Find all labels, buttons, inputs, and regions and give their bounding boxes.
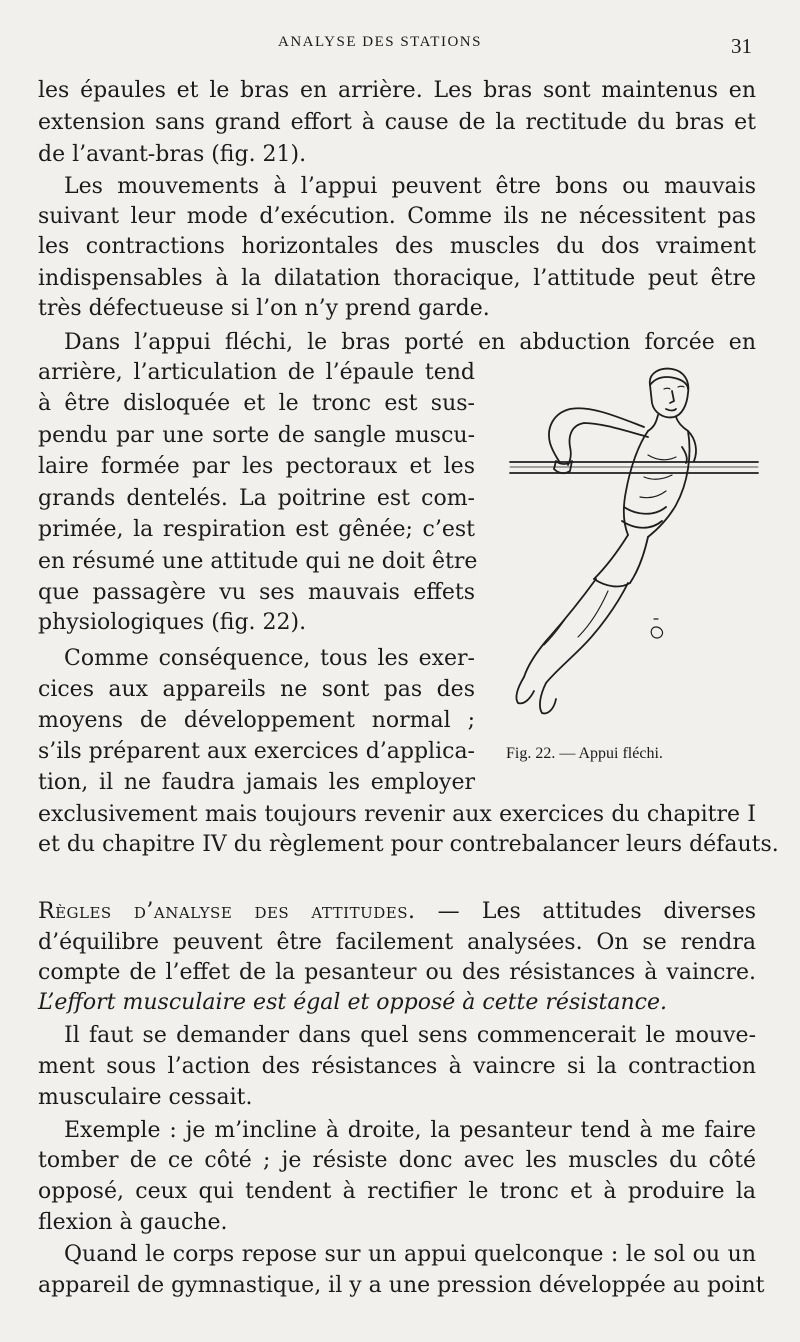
- text-line: tomber de ce côté ; je résiste donc avec les muscles du côté: [38, 1148, 756, 1173]
- text-line: de l’avant-bras (fig. 21).: [38, 142, 307, 167]
- text-line: compte de l’effet de la pesanteur ou des résistances à vaincre.: [38, 960, 756, 985]
- text-line: très défectueuse si l’on n’y prend garde.: [38, 296, 490, 321]
- text-line: physiologiques (fig. 22).: [38, 610, 307, 635]
- gymnast-torso: [624, 431, 648, 535]
- text-line: primée, la respiration est gênée; c’est: [38, 517, 475, 542]
- figure-caption: Fig. 22. — Appui fléchi.: [506, 745, 663, 762]
- text-line: pendu par une sorte de sangle muscu-: [38, 423, 475, 448]
- text-line: Exemple : je m’incline à droite, la pesanteur tend à me faire: [64, 1118, 756, 1143]
- text-line: à être disloquée et le tronc est sus-: [38, 391, 475, 416]
- text-line: flexion à gauche.: [38, 1210, 228, 1235]
- gymnast-on-parallel-bars-illustration: [498, 365, 763, 740]
- gymnast-head: [650, 369, 689, 418]
- text-line: d’équilibre peuvent être facilement analysées. On se rendra: [38, 930, 756, 955]
- text-line: exclusivement mais toujours revenir aux exercices du chapitre I: [38, 802, 756, 827]
- text-line: appareil de gymnastique, il y a une pression développée au point: [38, 1273, 765, 1298]
- running-title: ANALYSE DES STATIONS: [278, 34, 482, 50]
- section-heading: Règles d’analyse des attitudes. —: [38, 899, 461, 924]
- page-number: 31: [731, 34, 752, 58]
- text-line: arrière, l’articulation de l’épaule tend: [38, 360, 475, 385]
- text-line: tion, il ne faudra jamais les employer: [38, 770, 475, 795]
- text-line: indispensables à la dilatation thoracique, l’attitude peut être: [38, 266, 756, 291]
- text-line: s’ils préparent aux exercices d’applica-: [38, 739, 475, 764]
- text-line: et du chapitre IV du règlement pour contrebalancer leurs défauts.: [38, 832, 779, 857]
- text-line: extension sans grand effort à cause de la rectitude du bras et: [38, 110, 756, 135]
- text-line: les épaules et le bras en arrière. Les bras sont maintenus en: [38, 78, 756, 103]
- gymnast-leg: [524, 579, 596, 677]
- text-line: Quand le corps repose sur un appui quelconque : le sol ou un: [64, 1242, 756, 1267]
- text-line: Les mouvements à l’appui peuvent être bons ou mauvais: [64, 174, 756, 199]
- text-line: suivant leur mode d’exécution. Comme ils ne nécessitent pas: [38, 204, 756, 229]
- text-line: que passagère vu ses mauvais effets: [38, 580, 475, 605]
- gymnast-arm: [549, 408, 644, 463]
- text-line: moyens de développement normal ;: [38, 708, 475, 733]
- text-line: grands dentelés. La poitrine est com-: [38, 486, 475, 511]
- section-first-line: [38, 897, 756, 927]
- text-line: laire formée par les pectoraux et les: [38, 454, 475, 479]
- italic-line: L’effort musculaire est égal et opposé à cette résistance.: [38, 990, 668, 1015]
- text-line: Comme conséquence, tous les exer-: [64, 646, 475, 671]
- text-line: Dans l’appui fléchi, le bras porté en abduction forcée en: [64, 330, 756, 355]
- text-line: cices aux appareils ne sont pas des: [38, 677, 475, 702]
- text-line: musculaire cessait.: [38, 1085, 253, 1110]
- text-line: opposé, ceux qui tendent à rectifier le tronc et à produire la: [38, 1179, 756, 1204]
- text-line: Il faut se demander dans quel sens commencerait le mouve-: [64, 1023, 756, 1048]
- text-line: ment sous l’action des résistances à vaincre si la contraction: [38, 1054, 756, 1079]
- text-line: en résumé une attitude qui ne doit être: [38, 549, 478, 574]
- section-heading-text: Les attitudes diverses: [481, 899, 756, 924]
- text-line: les contractions horizontales des muscles du dos vraiment: [38, 234, 756, 259]
